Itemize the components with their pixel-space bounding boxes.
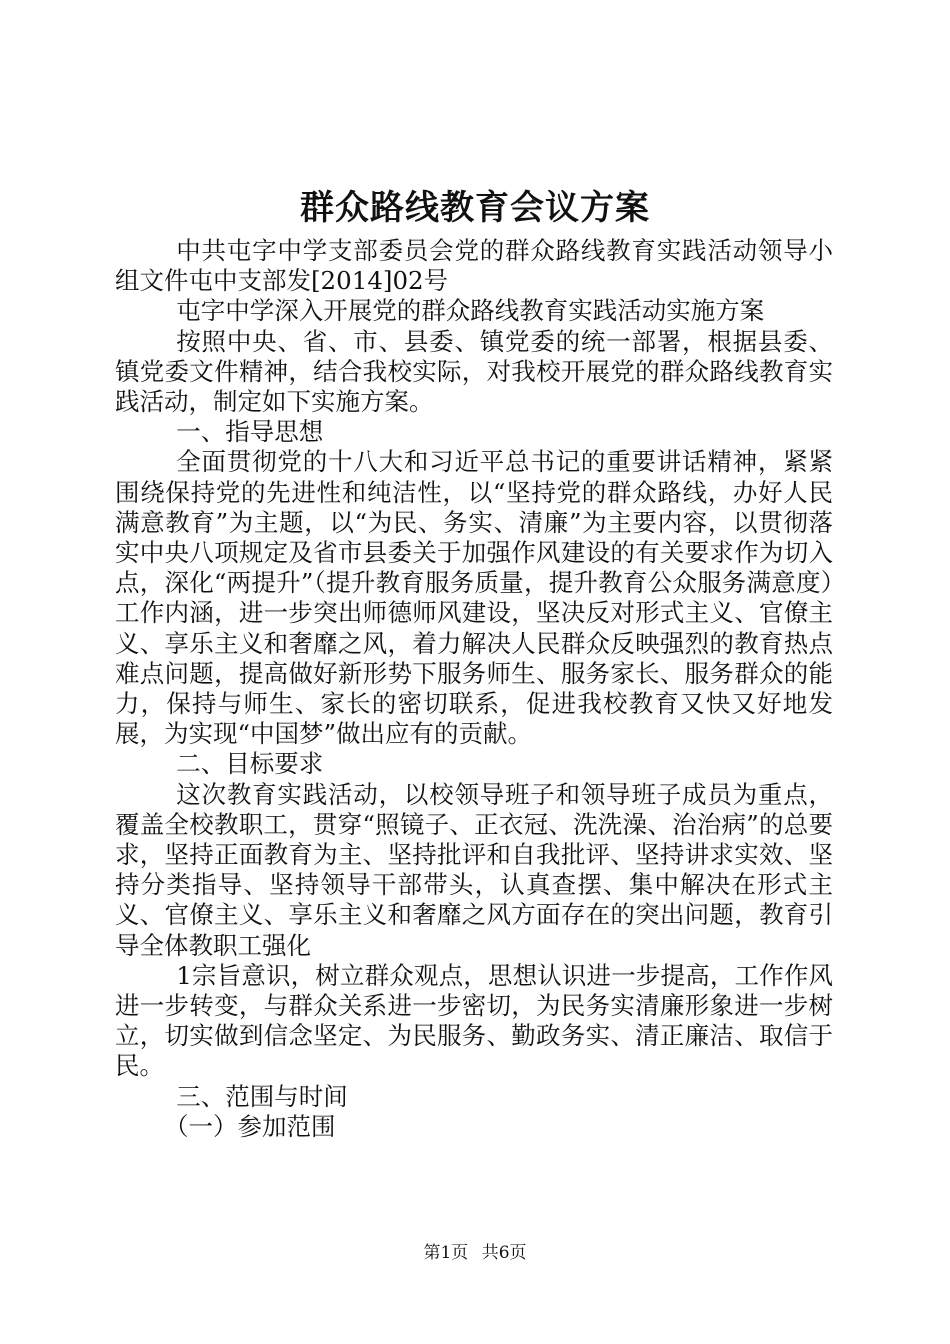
paragraph-issuer: 中共屯字中学支部委员会党的群众路线教育实践活动领导小组文件屯中支部发[2014]02号 — [115, 236, 833, 296]
paragraph-intro: 按照中央、省、市、县委、镇党委的统一部署，根据县委、镇党委文件精神，结合我校实际，对我校开展党的群众路线教育实践活动，制定如下实施方案。 — [115, 326, 833, 417]
document-title: 群众路线教育会议方案 — [300, 188, 650, 228]
paragraph-goals-continued: 1宗旨意识，树立群众观点，思想认识进一步提高，工作作风进一步转变，与群众关系进一步密切，为民务实清廉形象进一步树立，切实做到信念坚定、为民服务、勤政务实、清正廉洁、取信于民。 — [115, 960, 833, 1081]
section-heading-goals: 二、目标要求 — [176, 749, 324, 779]
page-total: 共6页 — [481, 1243, 527, 1263]
section-heading-guiding-ideology: 一、指导思想 — [176, 417, 324, 447]
document-body — [115, 236, 833, 1142]
paragraph-subtitle: 屯字中学深入开展党的群众路线教育实践活动实施方案 — [176, 296, 765, 326]
paragraph-goals: 这次教育实践活动，以校领导班子和领导班子成员为重点，覆盖全校教职工，贯穿“照镜子、正衣冠、洗洗澡、治治病”的总要求，坚持正面教育为主、坚持批评和自我批评、坚持讲求实效、坚持分类指导、坚持领导干部带头，认真查摆、集中解决在形式主义、官僚主义、享乐主义和奢靡之风方面存在的突出问题，教育引导全体教职工强化 — [115, 779, 833, 960]
page-number: 第1页 — [423, 1243, 469, 1263]
page-footer — [0, 1241, 950, 1265]
subsection-heading-participants: （一）参加范围 — [164, 1111, 336, 1141]
section-heading-scope-time: 三、范围与时间 — [176, 1081, 348, 1111]
paragraph-guiding-ideology: 全面贯彻党的十八大和习近平总书记的重要讲话精神，紧紧围绕保持党的先进性和纯洁性，以“坚持党的群众路线，办好人民满意教育”为主题，以“为民、务实、清廉”为主要内容，以贯彻落实中央八项规定及省市县委关于加强作风建设的有关要求作为切入点，深化“两提升”（提升教育服务质量，提升教育公众服务满意度）工作内涵，进一步突出师德师风建设，坚决反对形式主义、官僚主义、享乐主义和奢靡之风，着力解决人民群众反映强烈的教育热点难点问题，提高做好新形势下服务师生、服务家长、服务群众的能力，保持与师生、家长的密切联系，促进我校教育又快又好地发展，为实现“中国梦”做出应有的贡献。 — [115, 447, 833, 749]
